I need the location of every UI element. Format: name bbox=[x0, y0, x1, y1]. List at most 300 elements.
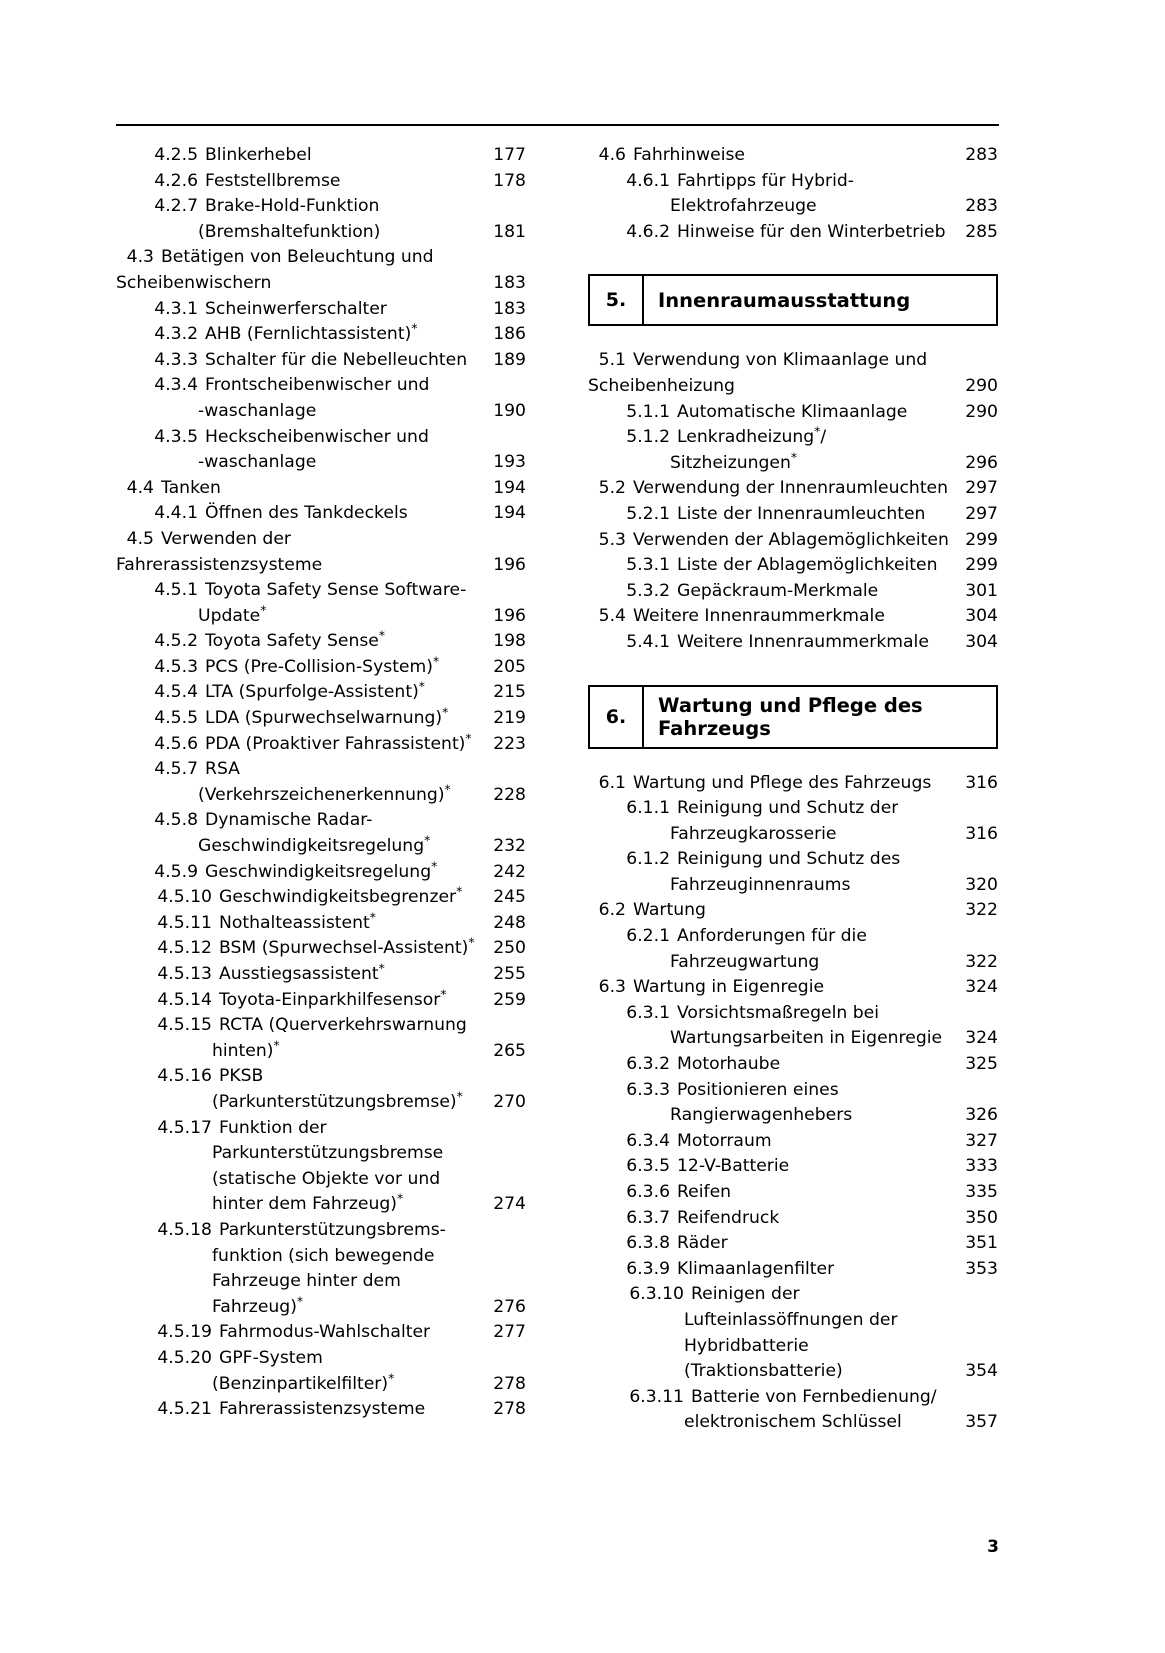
toc-entry-number: 4.5.14 bbox=[157, 989, 212, 1010]
toc-entry-title: Klimaanlagenfilter bbox=[677, 1258, 835, 1279]
toc-entry-number: 4.5.21 bbox=[157, 1399, 212, 1420]
toc-entry-number: 4.5.2 bbox=[154, 631, 198, 652]
toc-entry-continuation[interactable] bbox=[588, 1103, 998, 1129]
toc-entry[interactable] bbox=[588, 220, 998, 246]
toc-entry[interactable] bbox=[116, 373, 526, 399]
toc-entry-title: (statische Objekte vor und bbox=[212, 1168, 441, 1189]
toc-entry-number: 6.3.4 bbox=[626, 1130, 670, 1151]
toc-page-number: 351 bbox=[965, 1233, 998, 1254]
toc-entry-continuation[interactable] bbox=[588, 1308, 998, 1334]
toc-entry-title: Hinweise für den Winterbetrieb bbox=[677, 221, 946, 242]
toc-entry[interactable] bbox=[588, 1129, 998, 1155]
toc-page-number: 242 bbox=[493, 861, 526, 882]
toc-entry-number: 4.5.9 bbox=[154, 861, 198, 882]
toc-entry-title: Fahrerassistenzsysteme bbox=[219, 1399, 426, 1420]
toc-entry-number: 5.1 bbox=[598, 350, 626, 371]
toc-entry-number: 4.5 bbox=[126, 528, 154, 549]
toc-entry-number: 4.5.13 bbox=[157, 964, 212, 984]
toc-page-number: 183 bbox=[493, 272, 526, 293]
toc-columns bbox=[116, 143, 999, 1436]
toc-entry-title: PDA (Proaktiver Fahrassistent)* bbox=[205, 731, 472, 754]
toc-entry[interactable] bbox=[588, 169, 998, 195]
toc-entry-title: Fahrzeugwartung bbox=[670, 951, 820, 972]
toc-entry-title: Fahrzeuge hinter dem bbox=[212, 1271, 401, 1292]
toc-entry-continuation[interactable] bbox=[588, 451, 998, 477]
toc-page-number: 186 bbox=[493, 324, 526, 345]
toc-page-number: 250 bbox=[493, 938, 526, 959]
toc-leader-dots bbox=[839, 1269, 960, 1270]
toc-entry-number: 4.6.2 bbox=[626, 221, 670, 242]
toc-entry-continuation[interactable] bbox=[116, 1244, 526, 1270]
toc-leader-dots bbox=[750, 155, 960, 156]
toc-entry-number: 4.5.16 bbox=[157, 1066, 212, 1087]
toc-entry[interactable] bbox=[588, 348, 998, 374]
toc-entry-number: 4.5.18 bbox=[157, 1219, 212, 1240]
toc-entry-number: 5.3.2 bbox=[626, 580, 670, 601]
toc-entry-title: Nothalteassistent* bbox=[219, 910, 376, 933]
toc-entry[interactable] bbox=[116, 808, 526, 834]
chapter-header[interactable] bbox=[588, 685, 998, 749]
toc-entry-title: Update* bbox=[198, 603, 267, 626]
toc-page-number: 299 bbox=[965, 529, 998, 550]
toc-entry-continuation[interactable] bbox=[588, 194, 998, 220]
toc-entry[interactable] bbox=[116, 245, 526, 271]
footnote-asterisk: * bbox=[378, 962, 385, 976]
toc-entry[interactable] bbox=[588, 924, 998, 950]
toc-entry-title: Wartung und Pflege des Fahrzeugs bbox=[633, 772, 932, 793]
toc-entry-number: 6.3.6 bbox=[626, 1182, 670, 1202]
toc-page-number: 350 bbox=[965, 1207, 998, 1228]
toc-leader-dots bbox=[435, 1333, 488, 1334]
toc-entry-number: 4.3.4 bbox=[154, 375, 198, 396]
toc-entry-number: 4.3.3 bbox=[154, 349, 198, 370]
toc-entry-continuation[interactable] bbox=[588, 873, 998, 899]
toc-entry-number: 6.3 bbox=[598, 977, 626, 998]
toc-entry[interactable] bbox=[588, 1257, 998, 1283]
toc-entry-title: Fahrtipps für Hybrid- bbox=[677, 170, 854, 191]
toc-entry[interactable] bbox=[588, 1385, 998, 1411]
toc-entry-title: Reinigung und Schutz der bbox=[677, 798, 899, 819]
toc-page-number: 277 bbox=[493, 1322, 526, 1343]
toc-entry[interactable] bbox=[116, 936, 526, 962]
toc-entry-continuation[interactable] bbox=[588, 950, 998, 976]
footnote-asterisk: * bbox=[424, 834, 431, 848]
toc-entry-number: 4.3 bbox=[126, 247, 154, 268]
toc-entry[interactable] bbox=[116, 732, 526, 758]
toc-page-number: 183 bbox=[493, 298, 526, 319]
toc-entry[interactable] bbox=[588, 630, 998, 656]
toc-entry[interactable] bbox=[116, 1397, 526, 1423]
toc-entry[interactable] bbox=[588, 898, 998, 924]
toc-entry[interactable] bbox=[116, 348, 526, 374]
toc-entry-title: Reinigen der bbox=[691, 1284, 800, 1305]
toc-entry[interactable] bbox=[116, 1218, 526, 1244]
toc-entry-number: 5.2.1 bbox=[626, 503, 670, 524]
toc-leader-dots bbox=[883, 591, 960, 592]
toc-entry-number: 4.5.5 bbox=[154, 708, 198, 729]
toc-entry-title: Fahrzeugkarosserie bbox=[670, 823, 837, 844]
toc-leader-dots bbox=[930, 514, 960, 515]
toc-entry-number: 4.5.15 bbox=[157, 1015, 212, 1036]
toc-entry-title: Frontscheibenwischer und bbox=[205, 375, 430, 396]
toc-entry-title: Verwendung der Innenraumleuchten bbox=[633, 478, 949, 499]
toc-entry-number: 6.3.10 bbox=[629, 1284, 684, 1305]
toc-entry-number: 6.3.7 bbox=[626, 1207, 670, 1228]
toc-entry-number: 4.3.1 bbox=[154, 298, 198, 319]
toc-entry-title: AHB (Fernlichtassistent)* bbox=[205, 322, 418, 345]
toc-entry-continuation[interactable] bbox=[588, 1334, 998, 1360]
toc-entry-title: Scheibenheizung bbox=[588, 375, 735, 396]
toc-entry-title: Gepäckraum-Merkmale bbox=[677, 580, 879, 601]
toc-entry[interactable] bbox=[116, 425, 526, 451]
toc-entry-continuation[interactable] bbox=[116, 783, 526, 809]
toc-leader-dots bbox=[855, 885, 960, 886]
toc-page-number: 194 bbox=[493, 503, 526, 524]
toc-leader-dots bbox=[822, 206, 961, 207]
toc-entry[interactable] bbox=[588, 476, 998, 502]
toc-entry[interactable] bbox=[116, 962, 526, 988]
toc-entry[interactable] bbox=[116, 860, 526, 886]
footnote-asterisk: * bbox=[378, 629, 386, 643]
toc-leader-dots bbox=[947, 1039, 960, 1040]
toc-entry-title: Reifendruck bbox=[677, 1207, 780, 1228]
toc-entry[interactable] bbox=[116, 1320, 526, 1346]
toc-entry-number: 4.2.5 bbox=[154, 145, 198, 165]
toc-entry-number: 5.1.2 bbox=[626, 427, 670, 448]
toc-entry-number: 4.5.6 bbox=[154, 733, 198, 754]
toc-leader-dots bbox=[317, 155, 489, 156]
toc-entry[interactable] bbox=[116, 680, 526, 706]
toc-entry-continuation[interactable] bbox=[588, 374, 998, 400]
toc-entry[interactable] bbox=[116, 297, 526, 323]
toc-page-number: 259 bbox=[493, 989, 526, 1010]
toc-entry[interactable] bbox=[116, 1116, 526, 1142]
toc-entry[interactable] bbox=[588, 1001, 998, 1027]
footnote-asterisk: * bbox=[456, 885, 463, 899]
toc-entry[interactable] bbox=[588, 1231, 998, 1257]
toc-page-number: 181 bbox=[493, 221, 526, 242]
toc-entry-number: 4.6 bbox=[598, 145, 626, 165]
toc-entry-title: Motorraum bbox=[677, 1130, 772, 1151]
toc-entry-number: 6.2 bbox=[598, 900, 626, 921]
toc-entry-number: 5.4 bbox=[598, 606, 626, 627]
toc-entry-title: Rangierwagenhebers bbox=[670, 1105, 853, 1126]
toc-leader-dots bbox=[477, 744, 489, 745]
footnote-asterisk: * bbox=[468, 936, 475, 950]
footnote-asterisk: * bbox=[465, 731, 472, 745]
toc-page-number: 193 bbox=[493, 452, 526, 473]
toc-entry-title: (Benzinpartikelfilter)* bbox=[212, 1371, 395, 1394]
toc-page-number: 283 bbox=[965, 145, 998, 165]
footnote-asterisk: * bbox=[273, 1038, 280, 1053]
toc-page-number: 290 bbox=[965, 375, 998, 396]
toc-entry-title: Toyota-Einparkhilfesensor* bbox=[219, 987, 447, 1010]
toc-entry-title: Liste der Ablagemöglichkeiten bbox=[677, 555, 938, 576]
toc-entry[interactable] bbox=[588, 425, 998, 451]
toc-page-number: 325 bbox=[965, 1054, 998, 1075]
toc-entry-continuation[interactable] bbox=[116, 1167, 526, 1193]
toc-page-number: 196 bbox=[493, 605, 526, 626]
toc-entry[interactable] bbox=[588, 796, 998, 822]
toc-leader-dots bbox=[435, 846, 488, 847]
toc-leader-dots bbox=[345, 181, 488, 182]
toc-page-number: 228 bbox=[493, 784, 526, 805]
toc-page-number: 274 bbox=[493, 1194, 526, 1215]
toc-entry-continuation[interactable] bbox=[116, 399, 526, 425]
toc-entry-continuation[interactable] bbox=[116, 1295, 526, 1321]
toc-leader-dots bbox=[390, 642, 488, 643]
chapter-number: 6. bbox=[590, 687, 644, 747]
toc-entry-number: 4.5.8 bbox=[154, 810, 198, 831]
toc-entry-number: 4.6.1 bbox=[626, 170, 670, 191]
toc-entry[interactable] bbox=[588, 847, 998, 873]
toc-page-number: 177 bbox=[493, 145, 526, 165]
toc-entry-continuation[interactable] bbox=[588, 1359, 998, 1385]
toc-entry[interactable] bbox=[588, 502, 998, 528]
toc-entry-continuation[interactable] bbox=[116, 1090, 526, 1116]
toc-page-number: 316 bbox=[965, 772, 998, 793]
toc-leader-dots bbox=[943, 565, 961, 566]
toc-entry-number: 6.1.2 bbox=[626, 849, 670, 870]
toc-entry[interactable] bbox=[588, 604, 998, 630]
header-rule bbox=[116, 124, 999, 126]
toc-leader-dots bbox=[824, 962, 960, 963]
toc-entry-title: RSA bbox=[205, 759, 240, 780]
toc-entry-number: 4.2.7 bbox=[154, 196, 198, 217]
chapter-title: Wartung und Pflege des Fahrzeugs bbox=[658, 693, 923, 740]
toc-entry-title: Positionieren eines bbox=[677, 1079, 839, 1100]
toc-entry[interactable] bbox=[588, 975, 998, 1001]
toc-entry-title: Motorhaube bbox=[677, 1054, 781, 1075]
toc-page-number: 304 bbox=[965, 606, 998, 627]
toc-entry[interactable] bbox=[588, 1052, 998, 1078]
footnote-asterisk: * bbox=[411, 322, 418, 336]
toc-leader-dots bbox=[468, 1102, 488, 1103]
toc-entry[interactable] bbox=[116, 527, 526, 553]
toc-entry-number: 5.4.1 bbox=[626, 631, 670, 652]
toc-entry-number: 6.3.1 bbox=[626, 1002, 670, 1023]
toc-entry-title: Sitzheizungen* bbox=[670, 450, 798, 473]
toc-entry[interactable] bbox=[588, 528, 998, 554]
toc-entry-title: Fahrzeuginnenraums bbox=[670, 874, 851, 895]
footnote-asterisk: * bbox=[397, 1192, 404, 1206]
toc-entry-number: 4.5.1 bbox=[154, 580, 198, 601]
toc-page-number: 324 bbox=[965, 977, 998, 998]
toc-page-number: 322 bbox=[965, 951, 998, 972]
toc-entry-title: Funktion der bbox=[219, 1117, 327, 1138]
toc-entry-number: 6.3.8 bbox=[626, 1233, 670, 1254]
toc-entry-title: Fahrzeug)* bbox=[212, 1294, 304, 1317]
toc-leader-dots bbox=[285, 1051, 489, 1052]
toc-entry-continuation[interactable] bbox=[116, 220, 526, 246]
toc-entry-number: 5.1.1 bbox=[626, 401, 670, 422]
toc-entry-title: Toyota Safety Sense* bbox=[205, 629, 386, 652]
toc-page-number: 333 bbox=[965, 1156, 998, 1177]
toc-entry-title: Scheibenwischern bbox=[116, 272, 272, 293]
toc-entry[interactable] bbox=[116, 1013, 526, 1039]
chapter-number: 5. bbox=[590, 276, 644, 324]
toc-entry-continuation[interactable] bbox=[116, 1269, 526, 1295]
toc-leader-dots bbox=[453, 718, 488, 719]
toc-entry[interactable] bbox=[588, 1154, 998, 1180]
toc-page-number: 297 bbox=[965, 478, 998, 499]
toc-page-number: 255 bbox=[493, 964, 526, 984]
toc-entry[interactable] bbox=[116, 629, 526, 655]
toc-leader-dots bbox=[711, 911, 960, 912]
toc-entry-number: 6.1 bbox=[598, 772, 626, 793]
toc-entry-continuation[interactable] bbox=[588, 1410, 998, 1436]
toc-entry-title: hinten)* bbox=[212, 1038, 280, 1061]
toc-entry[interactable] bbox=[116, 757, 526, 783]
toc-leader-dots bbox=[842, 834, 961, 835]
toc-entry[interactable] bbox=[116, 1346, 526, 1372]
toc-leader-dots bbox=[456, 795, 488, 796]
toc-entry[interactable] bbox=[116, 988, 526, 1014]
toc-page-number: 223 bbox=[493, 733, 526, 754]
toc-page-number: 283 bbox=[965, 196, 998, 217]
toc-leader-dots bbox=[321, 462, 488, 463]
footnote-asterisk: * bbox=[418, 680, 425, 694]
toc-leader-dots bbox=[785, 1064, 960, 1065]
toc-entry-number: 4.5.10 bbox=[157, 887, 212, 908]
footnote-asterisk: * bbox=[456, 1089, 463, 1104]
toc-entry[interactable] bbox=[116, 169, 526, 195]
toc-entry-number: 6.3.11 bbox=[629, 1386, 684, 1407]
toc-entry[interactable] bbox=[116, 706, 526, 732]
toc-entry[interactable] bbox=[588, 1282, 998, 1308]
toc-entry[interactable] bbox=[116, 655, 526, 681]
toc-page-number: 327 bbox=[965, 1130, 998, 1151]
toc-entry-title: Ausstiegsassistent* bbox=[219, 962, 385, 984]
toc-leader-dots bbox=[953, 489, 960, 490]
toc-entry-continuation[interactable] bbox=[588, 1026, 998, 1052]
toc-entry[interactable] bbox=[588, 553, 998, 579]
toc-entry-number: 5.3.1 bbox=[626, 555, 670, 576]
toc-leader-dots bbox=[385, 232, 488, 233]
toc-entry-continuation[interactable] bbox=[116, 271, 526, 297]
toc-entry-continuation[interactable] bbox=[588, 822, 998, 848]
toc-page-number: 265 bbox=[493, 1040, 526, 1061]
toc-entry-number: 5.2 bbox=[598, 478, 626, 499]
toc-page-number: 322 bbox=[965, 900, 998, 921]
toc-leader-dots bbox=[226, 488, 488, 489]
toc-entry-title: Dynamische Radar- bbox=[205, 810, 373, 831]
toc-entry[interactable] bbox=[116, 322, 526, 348]
toc-entry-continuation[interactable] bbox=[116, 1192, 526, 1218]
toc-page-number: 219 bbox=[493, 708, 526, 729]
toc-leader-dots bbox=[912, 412, 960, 413]
toc-entry[interactable] bbox=[116, 885, 526, 911]
toc-entry[interactable] bbox=[588, 579, 998, 605]
toc-entry-title: Heckscheibenwischer und bbox=[205, 426, 429, 447]
toc-entry-title: Scheinwerferschalter bbox=[205, 298, 387, 319]
toc-entry[interactable] bbox=[116, 911, 526, 937]
toc-entry-title: Hybridbatterie bbox=[684, 1335, 809, 1356]
toc-entry[interactable] bbox=[588, 1180, 998, 1206]
toc-entry-title: Fahrerassistenzsysteme bbox=[116, 554, 323, 575]
toc-entry[interactable] bbox=[588, 400, 998, 426]
toc-entry-title: Geschwindigkeitsregelung* bbox=[205, 859, 438, 882]
toc-entry-number: 4.5.17 bbox=[157, 1117, 212, 1138]
toc-entry[interactable] bbox=[588, 1078, 998, 1104]
toc-entry-number: 6.3.3 bbox=[626, 1079, 670, 1100]
toc-entry-continuation[interactable] bbox=[116, 1141, 526, 1167]
toc-entry-title: GPF-System bbox=[219, 1347, 323, 1368]
toc-leader-dots bbox=[777, 1141, 961, 1142]
toc-entry[interactable] bbox=[116, 1064, 526, 1090]
toc-leader-dots bbox=[321, 411, 488, 412]
toc-entry-title: Parkunterstützungsbrems- bbox=[219, 1219, 446, 1240]
toc-page-number: 324 bbox=[965, 1028, 998, 1049]
toc-leader-dots bbox=[951, 232, 961, 233]
toc-leader-dots bbox=[736, 1192, 960, 1193]
toc-entry-continuation[interactable] bbox=[116, 834, 526, 860]
toc-page-number: 316 bbox=[965, 823, 998, 844]
toc-entry-number: 4.5.12 bbox=[157, 938, 212, 959]
toc-entry[interactable] bbox=[588, 1206, 998, 1232]
toc-entry-number: 4.3.2 bbox=[154, 324, 198, 345]
toc-entry-title: Lufteinlassöffnungen der bbox=[684, 1309, 898, 1330]
toc-leader-dots bbox=[848, 1371, 960, 1372]
toc-entry-title: Toyota Safety Sense Software- bbox=[205, 580, 467, 601]
toc-entry[interactable] bbox=[116, 501, 526, 527]
toc-entry[interactable] bbox=[588, 771, 998, 797]
toc-leader-dots bbox=[422, 334, 488, 335]
footnote-asterisk: * bbox=[296, 1294, 304, 1308]
toc-entry-title: Verwenden der Ablagemöglichkeiten bbox=[633, 529, 949, 550]
toc-page-number: 320 bbox=[965, 874, 998, 895]
toc-entry-title: Batterie von Fernbedienung/ bbox=[691, 1386, 937, 1407]
toc-entry[interactable] bbox=[116, 194, 526, 220]
toc-entry-continuation[interactable] bbox=[116, 604, 526, 630]
toc-leader-dots bbox=[276, 283, 488, 284]
toc-entry-number: 4.5.19 bbox=[157, 1322, 212, 1343]
toc-entry-continuation[interactable] bbox=[116, 1039, 526, 1065]
toc-leader-dots bbox=[480, 949, 489, 950]
toc-entry-continuation[interactable] bbox=[116, 450, 526, 476]
toc-entry-title: RCTA (Querverkehrswarnung bbox=[219, 1015, 467, 1036]
toc-page-number: 205 bbox=[493, 656, 526, 677]
toc-entry-title: Wartungsarbeiten in Eigenregie bbox=[670, 1028, 943, 1049]
toc-entry-title: Reinigung und Schutz des bbox=[677, 849, 901, 870]
toc-page-number: 285 bbox=[965, 221, 998, 242]
footnote-asterisk: * bbox=[442, 706, 449, 720]
toc-entry-title: Geschwindigkeitsregelung* bbox=[198, 834, 431, 857]
toc-entry[interactable] bbox=[588, 143, 998, 169]
toc-leader-dots bbox=[784, 1218, 960, 1219]
toc-leader-dots bbox=[399, 1384, 488, 1385]
toc-leader-dots bbox=[890, 617, 960, 618]
toc-entry-number: 4.4.1 bbox=[154, 503, 198, 524]
toc-entry-title: Tanken bbox=[161, 477, 221, 498]
toc-entry-title: Betätigen von Beleuchtung und bbox=[161, 247, 434, 268]
toc-entry[interactable] bbox=[116, 578, 526, 604]
toc-leader-dots bbox=[954, 540, 960, 541]
toc-entry-continuation[interactable] bbox=[116, 1372, 526, 1398]
toc-entry[interactable] bbox=[116, 143, 526, 169]
toc-entry-title: (Verkehrszeichenerkennung)* bbox=[198, 782, 451, 805]
toc-entry-number: 4.3.5 bbox=[154, 426, 198, 447]
toc-page-number: 301 bbox=[965, 580, 998, 601]
toc-page-number: 290 bbox=[965, 401, 998, 422]
toc-entry-title: Anforderungen für die bbox=[677, 926, 867, 947]
footnote-asterisk: * bbox=[432, 654, 440, 669]
toc-entry[interactable] bbox=[116, 476, 526, 502]
toc-entry-title: Öffnen des Tankdeckels bbox=[205, 503, 408, 524]
toc-entry-continuation[interactable] bbox=[116, 553, 526, 579]
chapter-header[interactable] bbox=[588, 274, 998, 326]
toc-entry-title: (Parkunterstützungsbremse)* bbox=[212, 1089, 463, 1112]
